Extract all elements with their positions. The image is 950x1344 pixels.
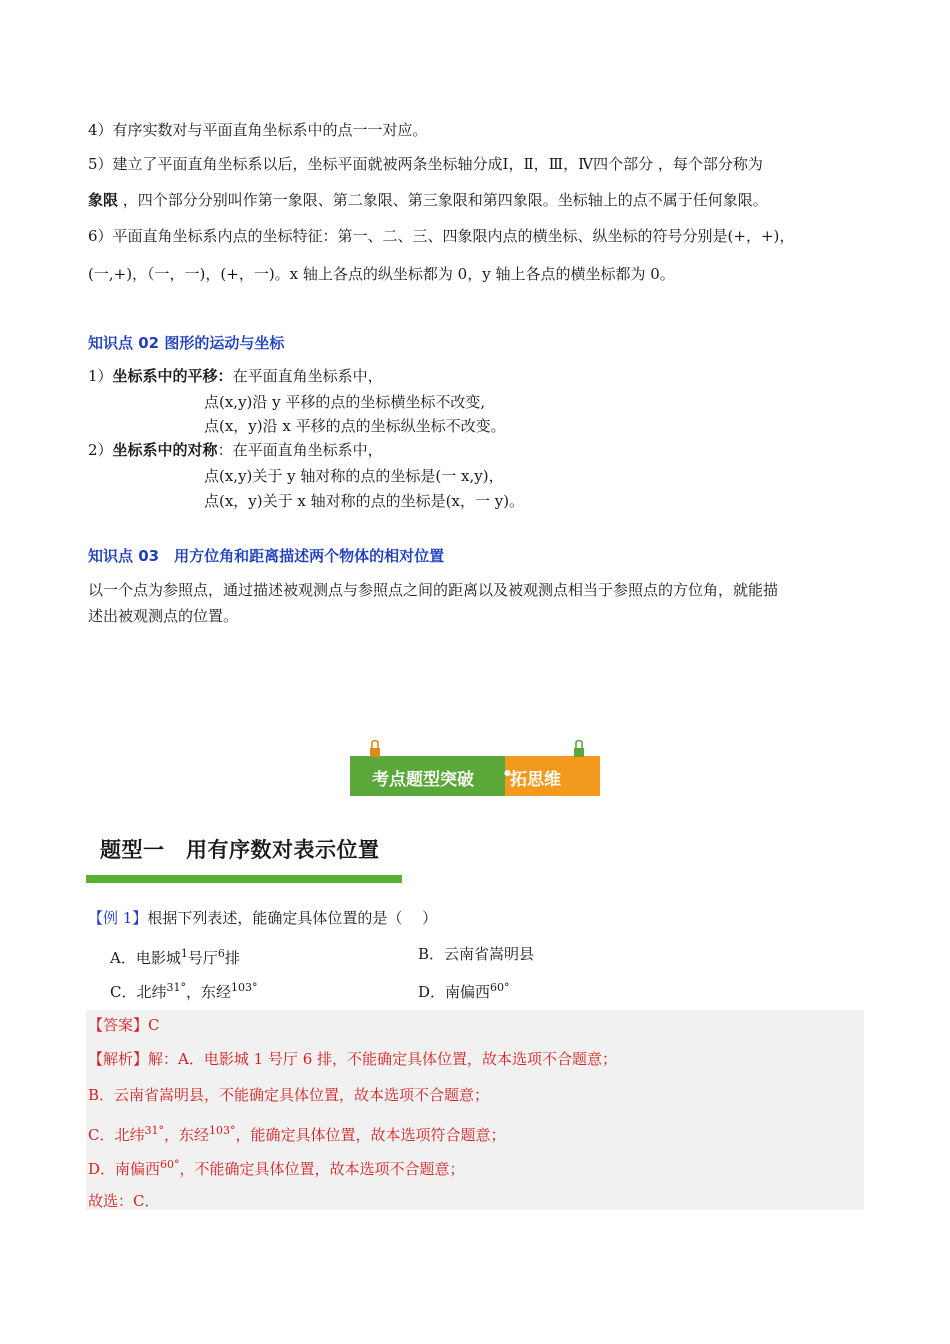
- k2-item-2-line2: 点(x，y)关于 x 轴对称的点的坐标是(x，一 y)。: [204, 492, 525, 510]
- para-5a: 5）建立了平面直角坐标系以后，坐标平面就被两条坐标轴分成Ⅰ，Ⅱ，Ⅲ，Ⅳ四个部分 ，每个部分称为: [88, 155, 763, 173]
- k2-item-2-line1: 点(x,y)关于 y 轴对称的点的坐标是(一 x,y)，: [204, 467, 504, 485]
- binder-clip-icon: [572, 740, 586, 758]
- banner-right-text: 拓思维: [510, 770, 561, 790]
- k2-item-2-term: 坐标系中的对称: [112, 441, 218, 459]
- solution-line-4: [88, 1155, 465, 1179]
- k2-item-1-num: 1）: [88, 367, 113, 385]
- solution-line-3-num1: 31°: [144, 1124, 164, 1137]
- k2-item-2-text: ：在平面直角坐标系中，: [217, 441, 383, 459]
- option-c[interactable]: [110, 978, 258, 1002]
- option-c-mid: ，东经: [185, 983, 231, 1001]
- knowledge-point-2-title: 知识点 02 图形的运动与坐标: [88, 334, 285, 352]
- section-banner: [350, 750, 600, 797]
- section-underline: [86, 875, 402, 883]
- k2-item-1-text: 在平面直角坐标系中，: [232, 367, 383, 385]
- option-d-num: 60°: [490, 981, 510, 994]
- option-d[interactable]: [418, 978, 510, 1002]
- k2-item-1-term: 坐标系中的平移：: [112, 367, 233, 385]
- banner-dot: •: [502, 764, 513, 784]
- option-c-num1: 31°: [166, 981, 186, 994]
- solution-line-5: 故选：C．: [88, 1192, 160, 1210]
- solution-line-3-num2: 103°: [209, 1124, 236, 1137]
- example-question-text: 根据下列表述，能确定具体位置的是（ ）: [147, 909, 438, 927]
- solution-line-2: B．云南省嵩明县，不能确定具体位置，故本选项不合题意；: [88, 1086, 490, 1104]
- k2-item-1: [88, 366, 383, 386]
- solution-line-4-post: ，不能确定具体位置，故本选项不合题意；: [179, 1160, 465, 1178]
- solution-line-3: [88, 1121, 506, 1145]
- knowledge-point-3-title: 知识点 03 用方位角和距离描述两个物体的相对位置: [88, 547, 445, 565]
- solution-line-3-mid: ，东经: [163, 1126, 209, 1144]
- solution-line-4-pre: D．南偏西: [88, 1160, 161, 1178]
- option-a-pre: A．电影城: [110, 949, 181, 967]
- option-a[interactable]: [110, 944, 240, 968]
- para-6a: 6）平面直角坐标系内点的坐标特征：第一、二、三、四象限内点的横坐标、纵坐标的符号分别是(+，+)，: [88, 227, 795, 245]
- option-a-mid: 号厅: [187, 949, 218, 967]
- option-a-post: 排: [224, 949, 240, 967]
- binder-clip-icon: [368, 740, 382, 758]
- solution-line-3-post: ，能确定具体位置，故本选项符合题意；: [235, 1126, 506, 1144]
- k2-item-1-line2: 点(x，y)沿 x 平移的点的坐标纵坐标不改变。: [204, 417, 506, 435]
- solution-line-1-text: 解：A．电影城 1 号厅 6 排，不能确定具体位置，故本选项不合题意；: [148, 1050, 618, 1068]
- k3-line2: 述出被观测点的位置。: [88, 607, 239, 625]
- para-5b: [88, 190, 768, 210]
- solution-label: 【解析】: [88, 1050, 149, 1068]
- para-4: 4）有序实数对与平面直角坐标系中的点一一对应。: [88, 121, 428, 139]
- k2-item-2: [88, 440, 383, 460]
- solution-line-4-num: 60°: [160, 1158, 180, 1171]
- option-b[interactable]: B．云南省嵩明县: [418, 945, 535, 963]
- solution-line-1: [88, 1049, 617, 1069]
- option-c-num2: 103°: [231, 981, 258, 994]
- term-quadrant: 象限: [88, 191, 119, 209]
- example-question: [88, 908, 437, 928]
- option-c-pre: C．北纬: [110, 983, 167, 1001]
- section-title: 题型一 用有序数对表示位置: [100, 838, 380, 862]
- para-5b-text: ，四个部分分别叫作第一象限、第二象限、第三象限和第四象限。坐标轴上的点不属于任何象限。: [118, 191, 768, 209]
- option-a-num1: 1: [180, 947, 188, 960]
- answer-box: [86, 1010, 864, 1210]
- k2-item-1-line1: 点(x,y)沿 y 平移的点的坐标横坐标不改变,: [204, 393, 486, 411]
- answer-label: 【答案】C: [88, 1016, 160, 1034]
- option-a-num2: 6: [217, 947, 225, 960]
- solution-line-3-pre: C．北纬: [88, 1126, 145, 1144]
- option-d-pre: D．南偏西: [418, 983, 491, 1001]
- k3-line1: 以一个点为参照点，通过描述被观测点与参照点之间的距离以及被观测点相当于参照点的方位角，就能描: [88, 581, 779, 599]
- example-label: 【例 1】: [88, 909, 148, 927]
- k2-item-2-num: 2）: [88, 441, 113, 459]
- para-6b: (一,+)，（一，一)，(+，一)。x 轴上各点的纵坐标都为 0，y 轴上各点的横坐标都为 0。: [88, 265, 675, 283]
- banner-left-text: 考点题型突破: [372, 770, 474, 790]
